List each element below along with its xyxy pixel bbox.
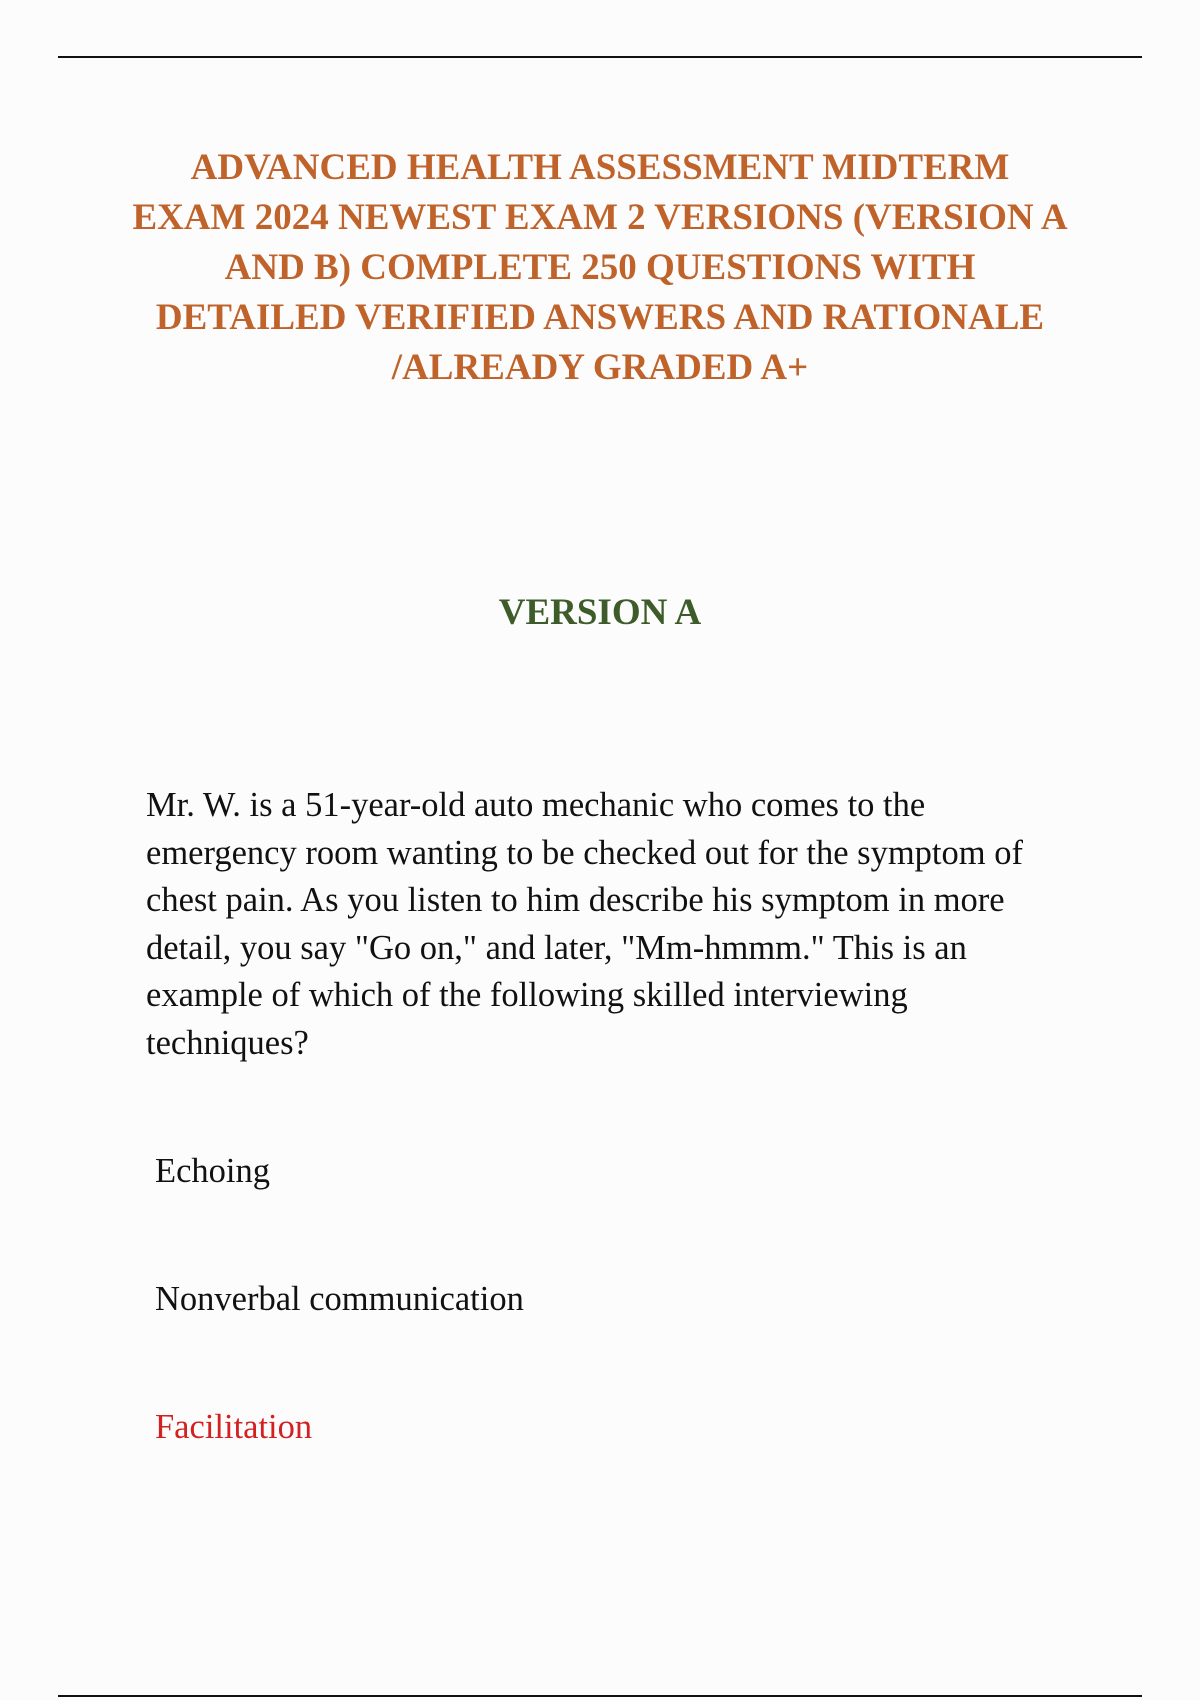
answer-option-nonverbal-communication: Nonverbal communication bbox=[155, 1280, 524, 1318]
answer-option-echoing: Echoing bbox=[155, 1152, 270, 1190]
question-text: Mr. W. is a 51-year-old auto mechanic who comes to the emergency room wanting to be checked out for the symptom of chest pain. As you listen to him describe his symptom in more detail, you say "Go on," and later, "Mm-hmmm." This is an example of which of the following skilled interviewing techniques? bbox=[146, 786, 1023, 1062]
answer-option-facilitation-correct: Facilitation bbox=[155, 1408, 313, 1446]
top-rule bbox=[58, 56, 1142, 58]
version-heading: VERSION A bbox=[498, 592, 702, 633]
bottom-rule bbox=[58, 1695, 1142, 1697]
document-title: ADVANCED HEALTH ASSESSMENT MIDTERM EXAM 2024 NEWEST EXAM 2 VERSIONS (VERSION A AND B) COMPLETE 250 QUESTIONS WITH DETAILED VERIFIED ANSWERS AND RATIONALE /ALREADY GRADED A+ bbox=[132, 147, 1068, 388]
